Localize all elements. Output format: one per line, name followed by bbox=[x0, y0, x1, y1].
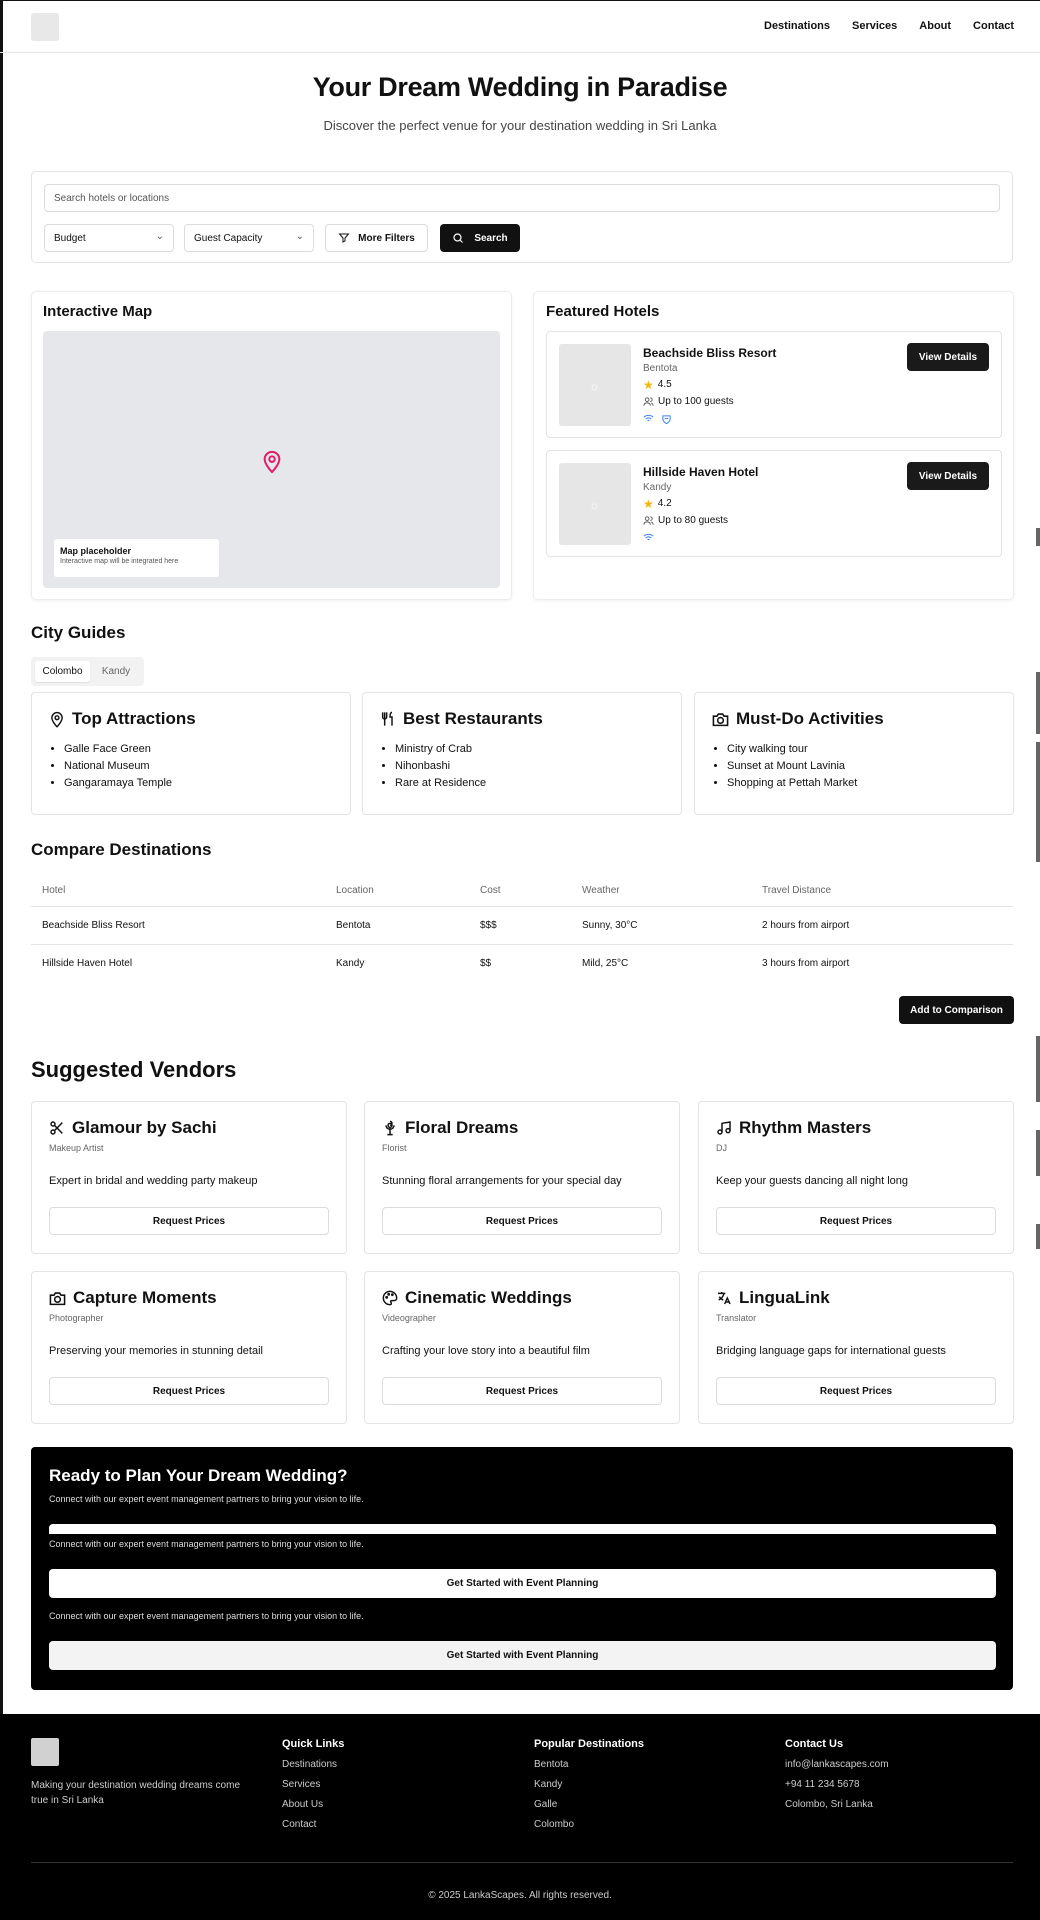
map-placeholder-text: Interactive map will be integrated here bbox=[60, 558, 179, 565]
list-item: • Gangaramaya Temple bbox=[64, 775, 172, 792]
list-item: • City walking tour bbox=[727, 741, 857, 758]
list-item: • Galle Face Green bbox=[64, 741, 172, 758]
vendor-title bbox=[716, 1118, 871, 1138]
guide-list bbox=[712, 741, 857, 792]
vendor-card bbox=[31, 1101, 347, 1254]
footer-tagline: Making your destination wedding dreams come true in Sri Lanka bbox=[31, 1780, 240, 1806]
nav-link-services[interactable]: Services bbox=[852, 20, 898, 32]
compare-heading: Compare Destinations bbox=[31, 840, 212, 859]
users-icon bbox=[643, 515, 654, 526]
footer-divider bbox=[31, 1862, 1013, 1863]
cta-text: Connect with our expert event management partners to bring your vision to life. bbox=[49, 1539, 364, 1549]
vendor-title bbox=[49, 1118, 217, 1138]
guide-card-title bbox=[380, 709, 543, 729]
guide-card-attractions bbox=[31, 692, 351, 815]
table-cell: Beachside Bliss Resort bbox=[31, 907, 325, 945]
guide-card-activities bbox=[694, 692, 1014, 815]
hotel-location: Bentota bbox=[643, 363, 678, 374]
vendor-card bbox=[698, 1271, 1014, 1424]
vendor-description: Expert in bridal and wedding party makeup bbox=[49, 1175, 258, 1187]
column-header: Weather bbox=[571, 874, 751, 907]
image-placeholder-icon: ☼ bbox=[589, 498, 600, 512]
vendor-name: Rhythm Masters bbox=[739, 1118, 872, 1137]
footer-link[interactable]: About Us bbox=[282, 1799, 324, 1810]
cta-text: Connect with our expert event management partners to bring your vision to life. bbox=[49, 1494, 364, 1504]
contact-address: Colombo, Sri Lanka bbox=[785, 1799, 873, 1810]
window-left-border bbox=[0, 0, 3, 1714]
guide-list bbox=[380, 741, 486, 792]
guide-card-title bbox=[49, 709, 196, 729]
camera-icon bbox=[49, 1290, 66, 1306]
guest-capacity-select-label: Guest Capacity bbox=[194, 233, 263, 244]
wifi-icon bbox=[643, 414, 654, 423]
get-started-button[interactable]: Get Started with Event Planning bbox=[49, 1569, 996, 1598]
map-placeholder-title: Map placeholder bbox=[60, 546, 132, 556]
list-item: • Ministry of Crab bbox=[395, 741, 486, 758]
vendor-description: Crafting your love story into a beautiful film bbox=[382, 1345, 590, 1357]
footer-logo[interactable] bbox=[31, 1738, 59, 1766]
table-row bbox=[31, 907, 1013, 945]
more-filters-button[interactable] bbox=[325, 224, 428, 252]
contact-phone[interactable]: +94 11 234 5678 bbox=[785, 1779, 860, 1790]
footer-link[interactable]: Galle bbox=[534, 1799, 558, 1810]
table-cell: Bentota bbox=[325, 907, 469, 945]
vendor-name: LinguaLink bbox=[739, 1288, 830, 1307]
footer-heading: Popular Destinations bbox=[534, 1738, 645, 1750]
budget-select-label: Budget bbox=[54, 233, 86, 244]
hotel-capacity bbox=[643, 396, 734, 407]
list-item: • Shopping at Pettah Market bbox=[727, 775, 857, 792]
request-prices-button[interactable]: Request Prices bbox=[716, 1377, 996, 1405]
vendor-role: Florist bbox=[382, 1143, 407, 1153]
image-placeholder-icon: ☼ bbox=[589, 379, 600, 393]
list-item: • Sunset at Mount Lavinia bbox=[727, 758, 857, 775]
page-subtitle: Discover the perfect venue for your destination wedding in Sri Lanka bbox=[323, 118, 717, 133]
vendor-description: Stunning floral arrangements for your special day bbox=[382, 1175, 622, 1187]
cta-text: Connect with our expert event management partners to bring your vision to life. bbox=[49, 1611, 364, 1621]
footer-contact bbox=[785, 1738, 889, 1819]
vendor-card bbox=[364, 1101, 680, 1254]
table-cell: $$$ bbox=[469, 907, 571, 945]
vendors-heading: Suggested Vendors bbox=[31, 1057, 237, 1082]
footer-link[interactable]: Kandy bbox=[534, 1779, 563, 1790]
search-button-label: Search bbox=[474, 232, 508, 244]
vendor-card bbox=[31, 1271, 347, 1424]
star-icon: ★ bbox=[643, 377, 654, 392]
column-header: Hotel bbox=[31, 874, 325, 907]
featured-hotels-heading: Featured Hotels bbox=[546, 303, 660, 320]
hotel-card bbox=[546, 450, 1002, 557]
table-cell: Mild, 25°C bbox=[582, 958, 629, 969]
city-guides-heading: City Guides bbox=[31, 623, 126, 642]
map-pin-icon[interactable] bbox=[261, 448, 283, 474]
column-header: Cost bbox=[469, 874, 571, 907]
footer-quick-links bbox=[282, 1738, 344, 1839]
footer-heading: Quick Links bbox=[282, 1738, 345, 1750]
wifi-icon bbox=[643, 533, 654, 542]
budget-select[interactable] bbox=[44, 224, 174, 252]
hotel-rating bbox=[643, 498, 672, 509]
chevron-down-icon: ⌄ bbox=[155, 231, 164, 242]
table-cell: Hillside Haven Hotel bbox=[42, 958, 133, 969]
music-icon bbox=[716, 1120, 732, 1136]
request-prices-button[interactable]: Request Prices bbox=[49, 1207, 329, 1235]
table-cell: Kandy bbox=[336, 958, 365, 969]
request-prices-button[interactable]: Request Prices bbox=[49, 1377, 329, 1405]
map-pin-icon bbox=[49, 710, 65, 728]
hotel-rating-value: 4.2 bbox=[657, 498, 672, 509]
vendor-name: Capture Moments bbox=[73, 1288, 217, 1307]
footer-link[interactable]: Contact bbox=[282, 1819, 317, 1830]
guide-card-title-text: Top Attractions bbox=[72, 709, 196, 728]
hotel-rating-value: 4.5 bbox=[657, 379, 672, 390]
footer bbox=[0, 1714, 1040, 1920]
interactive-map-card bbox=[31, 291, 512, 600]
column-header: Travel Distance bbox=[751, 874, 1013, 907]
nav-link-destinations[interactable]: Destinations bbox=[764, 20, 831, 32]
cta-section bbox=[31, 1447, 1013, 1690]
footer-link[interactable]: Services bbox=[282, 1779, 321, 1790]
hotel-card bbox=[546, 331, 1002, 438]
hotel-amenities bbox=[643, 533, 654, 542]
table-cell: 2 hours from airport bbox=[751, 907, 1013, 945]
search-button[interactable] bbox=[440, 224, 520, 252]
search-icon bbox=[452, 232, 464, 244]
star-icon: ★ bbox=[643, 496, 654, 511]
add-to-comparison-button[interactable]: Add to Comparison bbox=[899, 996, 1014, 1024]
vendor-title bbox=[382, 1288, 572, 1308]
request-prices-button[interactable]: Request Prices bbox=[716, 1207, 996, 1235]
hotel-amenities bbox=[643, 414, 672, 425]
vendor-card bbox=[364, 1271, 680, 1424]
view-details-button[interactable]: View Details bbox=[907, 462, 989, 490]
contact-email[interactable]: info@lankascapes.com bbox=[785, 1759, 889, 1770]
vendor-description: Bridging language gaps for international guests bbox=[716, 1345, 946, 1357]
top-navbar bbox=[0, 0, 1040, 53]
camera-icon bbox=[712, 711, 729, 727]
cta-title: Ready to Plan Your Dream Wedding? bbox=[49, 1466, 348, 1485]
guest-capacity-select[interactable] bbox=[184, 224, 314, 252]
scissors-icon bbox=[49, 1120, 65, 1136]
get-started-button[interactable]: Get Started with Event Planning bbox=[49, 1641, 996, 1670]
map-heading: Interactive Map bbox=[43, 303, 153, 320]
nav-link-contact[interactable]: Contact bbox=[973, 20, 1014, 32]
vendor-role: Translator bbox=[716, 1313, 757, 1323]
vendor-title bbox=[49, 1288, 217, 1308]
more-filters-label: More Filters bbox=[358, 232, 415, 244]
vendor-name: Floral Dreams bbox=[405, 1118, 519, 1137]
vendor-role: Videographer bbox=[382, 1313, 436, 1323]
nav-links bbox=[764, 20, 1014, 32]
hotel-rating bbox=[643, 379, 672, 390]
search-panel bbox=[31, 171, 1013, 263]
list-item: • National Museum bbox=[64, 758, 172, 775]
cta-button-clipped[interactable] bbox=[49, 1524, 996, 1534]
hotel-name: Hillside Haven Hotel bbox=[643, 465, 759, 479]
map-placeholder-label bbox=[54, 539, 219, 577]
hotel-location: Kandy bbox=[643, 482, 672, 493]
utensils-icon bbox=[380, 710, 396, 728]
hotel-capacity-text: Up to 80 guests bbox=[658, 515, 729, 526]
vendor-name: Cinematic Weddings bbox=[405, 1288, 572, 1307]
chevron-down-icon: ⌄ bbox=[295, 231, 304, 242]
request-prices-button[interactable]: Request Prices bbox=[382, 1207, 662, 1235]
tab-colombo[interactable]: Colombo bbox=[35, 661, 90, 682]
guide-card-title-text: Must-Do Activities bbox=[736, 709, 884, 728]
footer-heading: Contact Us bbox=[785, 1738, 844, 1750]
nav-link-about[interactable]: About bbox=[919, 20, 952, 32]
copyright: © 2025 LankaScapes. All rights reserved. bbox=[428, 1890, 612, 1901]
table-cell: $$ bbox=[480, 958, 492, 969]
hotel-image bbox=[559, 463, 631, 545]
vendor-role: DJ bbox=[716, 1143, 727, 1153]
hotel-name: Beachside Bliss Resort bbox=[643, 346, 777, 360]
filter-icon bbox=[338, 232, 350, 244]
compare-table bbox=[31, 874, 1013, 982]
logo[interactable] bbox=[31, 13, 59, 41]
table-header-row bbox=[31, 874, 1013, 907]
view-details-button[interactable]: View Details bbox=[907, 343, 989, 371]
list-item: • Nihonbashi bbox=[395, 758, 486, 775]
vendor-description: Preserving your memories in stunning detail bbox=[49, 1345, 263, 1357]
featured-hotels-card bbox=[533, 291, 1014, 600]
table-cell: Sunny, 30°C bbox=[571, 907, 751, 945]
vendor-card bbox=[698, 1101, 1014, 1254]
hotel-capacity bbox=[643, 515, 728, 526]
search-input[interactable] bbox=[44, 184, 1000, 212]
vendor-title bbox=[382, 1118, 518, 1138]
hotel-image bbox=[559, 344, 631, 426]
tab-kandy[interactable]: Kandy bbox=[101, 666, 131, 677]
city-tabs bbox=[31, 657, 144, 686]
vendor-role: Photographer bbox=[49, 1313, 104, 1323]
hotel-capacity-text: Up to 100 guests bbox=[658, 396, 734, 407]
users-icon bbox=[643, 396, 654, 407]
footer-link[interactable]: Destinations bbox=[282, 1759, 338, 1770]
list-item: • Rare at Residence bbox=[395, 775, 486, 792]
guide-card-restaurants bbox=[362, 692, 682, 815]
footer-link[interactable]: Bentota bbox=[534, 1759, 569, 1770]
page-title: Your Dream Wedding in Paradise bbox=[312, 72, 728, 102]
table-cell: 3 hours from airport bbox=[762, 958, 850, 969]
vendor-role: Makeup Artist bbox=[49, 1143, 104, 1153]
request-prices-button[interactable]: Request Prices bbox=[382, 1377, 662, 1405]
vendor-description: Keep your guests dancing all night long bbox=[716, 1175, 909, 1187]
guide-card-title-text: Best Restaurants bbox=[403, 709, 543, 728]
shield-icon bbox=[661, 414, 672, 425]
guide-card-title bbox=[712, 709, 884, 729]
guide-list bbox=[49, 741, 172, 792]
translate-icon bbox=[716, 1290, 732, 1306]
palette-icon bbox=[382, 1290, 398, 1306]
vendor-title bbox=[716, 1288, 830, 1308]
flower-icon bbox=[382, 1120, 398, 1136]
map-area[interactable] bbox=[43, 331, 500, 588]
table-row bbox=[31, 945, 1013, 983]
vendor-name: Glamour by Sachi bbox=[72, 1118, 217, 1137]
footer-link[interactable]: Colombo bbox=[534, 1819, 575, 1830]
column-header: Location bbox=[325, 874, 469, 907]
footer-popular-destinations bbox=[534, 1738, 644, 1839]
